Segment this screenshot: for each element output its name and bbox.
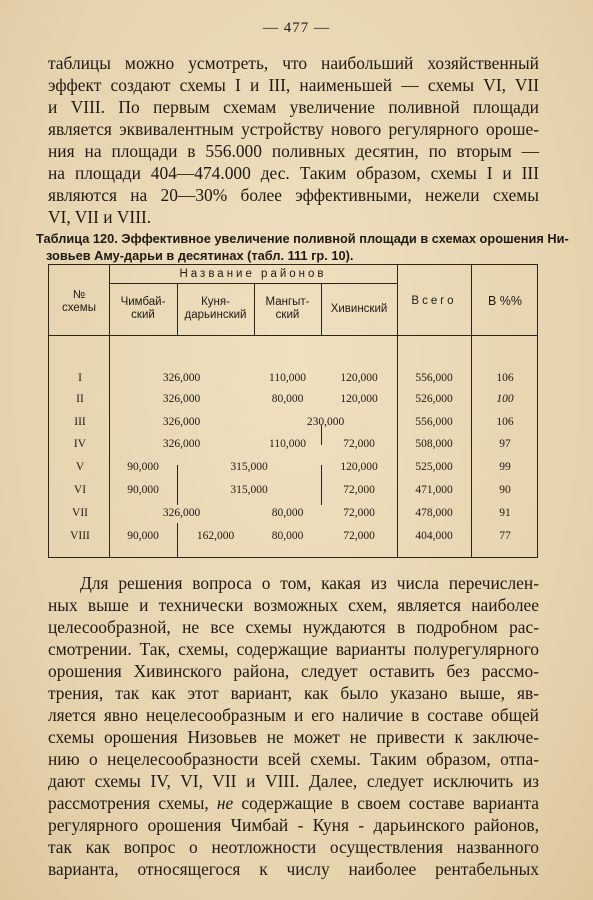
table-cell: 162,000 bbox=[196, 530, 235, 542]
text-line: на площади 404—474.000 дес. Таким образом, схемы I и III bbox=[48, 163, 539, 183]
text-line: ных выше и технически возможных схем, является наиболее bbox=[48, 595, 539, 615]
table-cell: 326,000 bbox=[162, 416, 201, 428]
text-line: является эквивалентным устройству нового регулярного ороше- bbox=[48, 119, 539, 139]
table-cell: 120,000 bbox=[340, 461, 378, 473]
text-line: рассмотрения схемы, не содержащие в своем составе варианта bbox=[48, 793, 539, 813]
table-cell: 90,000 bbox=[127, 461, 159, 473]
header-kunya-darya: Куня- дарьинский bbox=[184, 296, 247, 321]
text-line: эффект создают схемы I и III, наименьшей — схемы VI, VII bbox=[48, 75, 539, 95]
table-cell: 80,000 bbox=[271, 530, 304, 542]
text-line: дают схемы IV, VI, VII и VIII. Далее, следует исключить из bbox=[48, 771, 539, 791]
table-cell: 91 bbox=[499, 507, 511, 519]
text-line: являются на 20—30% более эффективными, нежели схемы bbox=[48, 185, 539, 205]
table-cell: 106 bbox=[496, 416, 514, 428]
table-cell: 471,000 bbox=[415, 484, 453, 496]
text-line: варианта, относящегося к числу наиболее рентабельных bbox=[48, 859, 539, 879]
table-caption bbox=[36, 230, 569, 264]
table-rule bbox=[49, 335, 538, 336]
table-cell: 72,000 bbox=[343, 530, 375, 542]
table-cell: 72,000 bbox=[343, 438, 375, 450]
table-cell: 404,000 bbox=[415, 530, 453, 542]
table-rule bbox=[109, 283, 397, 284]
data-table bbox=[48, 264, 538, 558]
table-cell: 326,000 bbox=[162, 372, 201, 384]
table-cell: 326,000 bbox=[162, 507, 201, 519]
header-khiva: Хивинский bbox=[330, 303, 388, 315]
table-cell: 110,000 bbox=[269, 438, 306, 450]
header-percent: В %% bbox=[487, 294, 523, 308]
text-line: ляется явно нецелесообразным и его наличие в составе общей bbox=[48, 705, 539, 725]
table-cell: 556,000 bbox=[415, 416, 453, 428]
caption-line: зовьев Аму-дарьи в десятинах (табл. 111 гр. 10). bbox=[46, 248, 354, 263]
header-number: № схемы bbox=[62, 289, 96, 314]
text-line: Для решения вопроса о том, какая из числа перечислен- bbox=[80, 573, 539, 593]
table-cell: 120,000 bbox=[340, 372, 378, 384]
table-cell: 315,000 bbox=[230, 484, 268, 496]
text-line: трения, так как этот вариант, как было указано выше, яв- bbox=[48, 683, 539, 703]
text-line: схемы орошения Низовьев не может не привести к заключе- bbox=[48, 727, 539, 747]
table-cell: 478,000 bbox=[415, 507, 453, 519]
row-label: VIII bbox=[70, 530, 90, 542]
row-label: II bbox=[76, 393, 84, 405]
table-cell: 315,000 bbox=[230, 461, 268, 473]
table-cell: 556,000 bbox=[415, 372, 453, 384]
row-label: I bbox=[78, 372, 82, 384]
caption-line: Таблица 120. Эффективное увеличение поливной площади в схемах орошения Ни- bbox=[36, 231, 569, 246]
text-line: нию о нецелесообразности всей схемы. Таким образом, отпа- bbox=[48, 749, 539, 769]
row-label: VI bbox=[73, 484, 87, 496]
table-cell: 120,000 bbox=[340, 393, 378, 405]
header-chimbay: Чимбай- ский bbox=[120, 296, 166, 321]
text-line: таблицы можно усмотреть, что наибольший хозяйственный bbox=[48, 53, 539, 73]
table-cell: 508,000 bbox=[415, 438, 453, 450]
table-cell: 326,000 bbox=[162, 438, 201, 450]
paragraph-bottom bbox=[48, 572, 539, 880]
table-cell: 77 bbox=[499, 530, 511, 542]
table-cell: 99 bbox=[499, 461, 511, 473]
table-cell: 230,000 bbox=[306, 416, 345, 428]
text-line: орошения Хивинского района, следует оставить без рассмо- bbox=[48, 661, 539, 681]
table-cell: 525,000 bbox=[415, 461, 453, 473]
header-mangyt: Мангыт- ский bbox=[265, 296, 310, 321]
paragraph-top bbox=[48, 52, 539, 228]
table-cell: 80,000 bbox=[271, 393, 304, 405]
text-line: смотрении. Так, схемы, содержащие варианты полурегулярного bbox=[48, 639, 539, 659]
row-label: V bbox=[75, 461, 85, 473]
table-cell: 72,000 bbox=[343, 507, 375, 519]
table-cell: 90,000 bbox=[127, 484, 159, 496]
table-cell: 326,000 bbox=[162, 393, 201, 405]
text-line: и VIII. По первым схемам увеличение поливной площади bbox=[48, 97, 539, 117]
table-cell: 90 bbox=[499, 484, 511, 496]
text-line: так как вопрос о неотложности осуществления названного bbox=[48, 837, 539, 857]
table-cell: 110,000 bbox=[269, 372, 306, 384]
table-cell: 526,000 bbox=[415, 393, 453, 405]
row-label: III bbox=[74, 416, 86, 428]
table-cell: 97 bbox=[499, 438, 511, 450]
text-line: VI, VII и VIII. bbox=[48, 207, 152, 227]
table-cell: 90,000 bbox=[127, 530, 159, 542]
table-cell: 106 bbox=[496, 372, 514, 384]
table-cell: 72,000 bbox=[343, 484, 375, 496]
table-cell: 80,000 bbox=[271, 507, 304, 519]
header-regions: Название районов bbox=[179, 268, 327, 280]
text-line: целесообразной, не все схемы нуждаются в подробном рас- bbox=[48, 617, 539, 637]
table-cell: 100 bbox=[496, 393, 514, 405]
page-number: — 477 — bbox=[263, 20, 330, 36]
header-total: Всего bbox=[411, 295, 457, 307]
text-line: регулярного орошения Чимбай - Куня - дарьинского районов, bbox=[48, 815, 539, 835]
row-label: IV bbox=[73, 438, 87, 450]
text-line: ния на площади в 556.000 поливных десятин, по вторым — bbox=[48, 141, 539, 161]
row-label: VII bbox=[72, 507, 88, 519]
